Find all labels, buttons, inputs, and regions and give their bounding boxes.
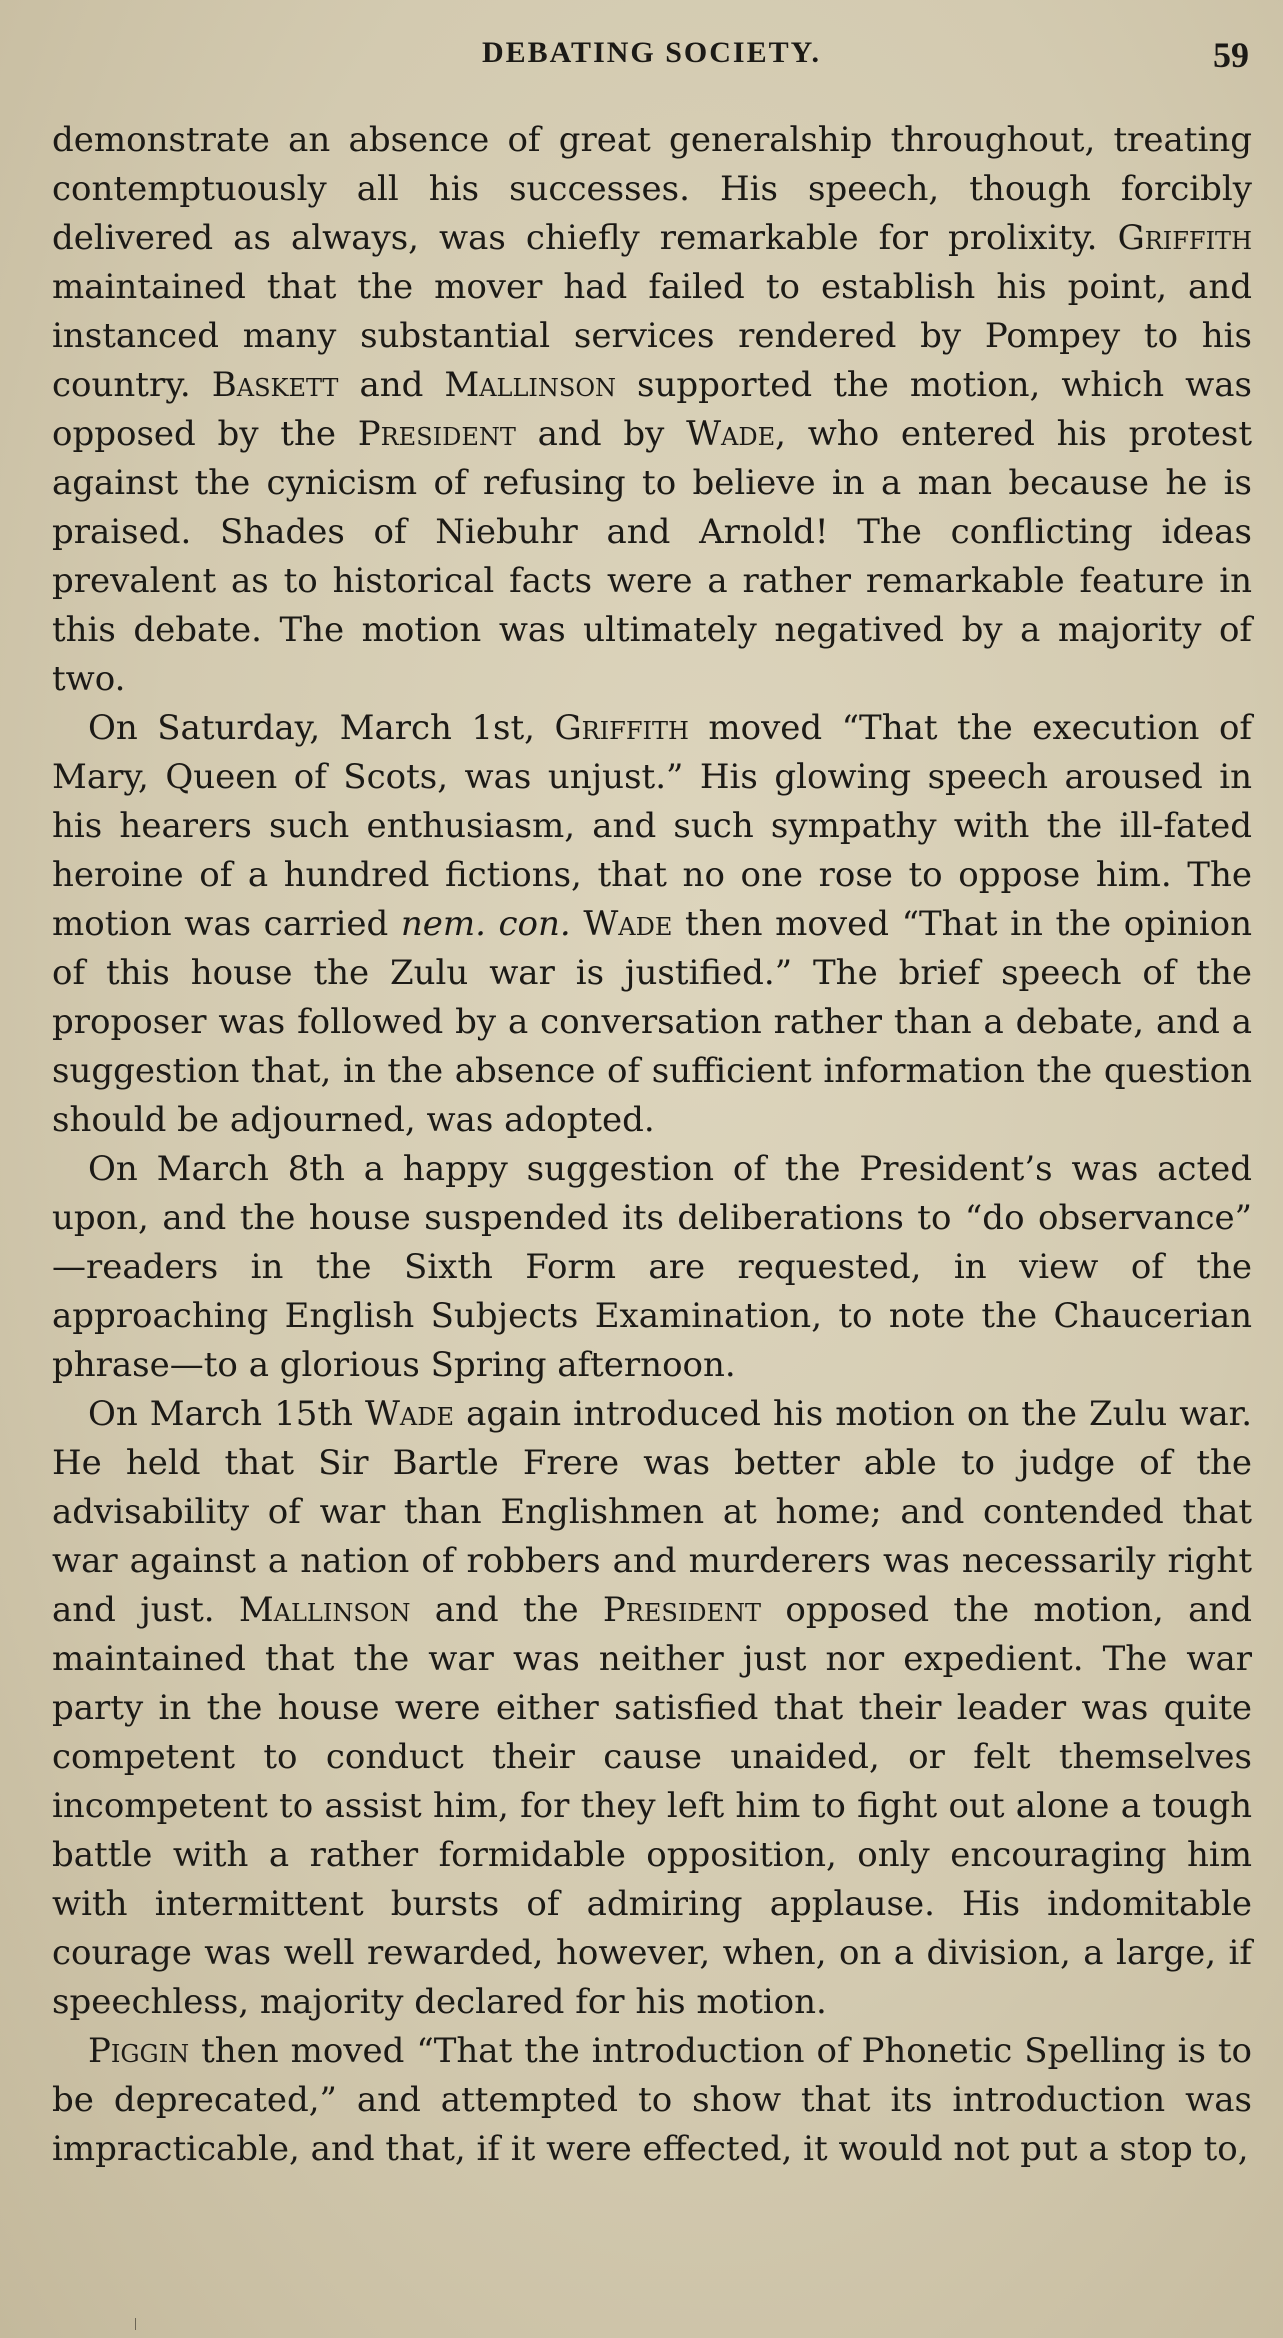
small-caps-name: Wade — [583, 904, 673, 944]
paragraph — [52, 704, 1252, 1145]
text-run: and by — [515, 414, 687, 454]
text-run: supported the motion, which was opposed by the — [52, 365, 1252, 454]
small-caps-name: President — [357, 414, 516, 454]
small-caps-name: Mallinson — [444, 365, 617, 405]
page-number: 59 — [1213, 35, 1249, 75]
text-run: On March 8th a happy suggestion of the President’s was acted upon, and the house suspended its deliberations to “do observance” —readers in the Sixth Form are requested, in view of the approaching English Subjects Examination, to note the Chaucerian phrase—to a glorious Spring afternoon. — [52, 1149, 1252, 1385]
text-run: and the — [410, 1590, 603, 1630]
margin-mark — [135, 2318, 136, 2330]
text-run: again introduced his motion on the Zulu war. He held that Sir Bartle Frere was better able to judge of the advisability of war than Englishmen at home; and contended that war against a nation of robbers and murderers was necessarily right and just. — [52, 1394, 1252, 1630]
small-caps-name: Griffith — [554, 708, 689, 748]
small-caps-name: Baskett — [211, 365, 339, 405]
paragraph — [52, 1390, 1252, 2027]
text-run: moved “That the execution of Mary, Queen of Scots, was unjust.” His glowing speech aroused in his hearers such enthusiasm, and such sympathy with the ill-fated heroine of a hundred fictions, that no one rose to oppose him. The motion was carried — [52, 708, 1252, 944]
italic-phrase: nem. con. — [400, 904, 571, 944]
running-head — [54, 36, 1249, 76]
small-caps-name: Piggin — [88, 2031, 190, 2071]
text-run: demonstrate an absence of great generalship throughout, treating contemptuously all his successes. His speech, though forcibly delivered as always, was chiefly remarkable for prolixity. — [52, 120, 1252, 258]
text-run: On March 15th — [88, 1394, 365, 1434]
text-run: , who entered his protest against the cynicism of refusing to believe in a man because he is praised. Shades of Niebuhr and Arnold! The conflicting ideas prevalent as to historical facts were a rather remarkable feature in this debate. The motion was ultimately negatived by a majority of two. — [52, 414, 1252, 699]
small-caps-name: Wade — [686, 414, 776, 454]
small-caps-name: Wade — [364, 1394, 455, 1434]
running-head-title: DEBATING SOCIETY. — [481, 36, 822, 69]
paragraph — [52, 2027, 1252, 2174]
small-caps-name: President — [602, 1590, 762, 1630]
text-run: maintained that the mover had failed to establish his point, and instanced many substantial services rendered by Pompey to his country. — [52, 267, 1252, 405]
text-run: opposed the motion, and maintained that the war was neither just nor expedient. The war party in the house were either satisfied that their leader was quite competent to conduct their cause unaided, or felt themselves incompetent to assist him, for they left him to fight out alone a tough battle with a rather formidable opposition, only encouraging him with intermittent bursts of admiring applause. His indomitable courage was well rewarded, however, when, on a division, a large, if speechless, majority declared for his motion. — [52, 1590, 1253, 2022]
paragraph — [52, 1145, 1252, 1390]
text-run — [571, 904, 584, 944]
small-caps-name: Mallinson — [238, 1590, 411, 1630]
body-text — [52, 116, 1252, 2174]
text-run: and — [338, 365, 445, 405]
text-run: then moved “That in the opinion of this house the Zulu war is justified.” The brief speech of the proposer was followed by a conversation rather than a debate, and a suggestion that, in the absence of sufficient information the question should be adjourned, was adopted. — [52, 904, 1252, 1140]
small-caps-name: Griffith — [1117, 218, 1252, 258]
text-run: On Saturday, March 1st, — [88, 708, 555, 748]
paragraph — [52, 116, 1252, 704]
text-run: then moved “That the introduction of Phonetic Spelling is to be deprecated,” and attempted to show that its introduction was impracticable, and that, if it were effected, it would not put a stop to, — [52, 2031, 1252, 2169]
